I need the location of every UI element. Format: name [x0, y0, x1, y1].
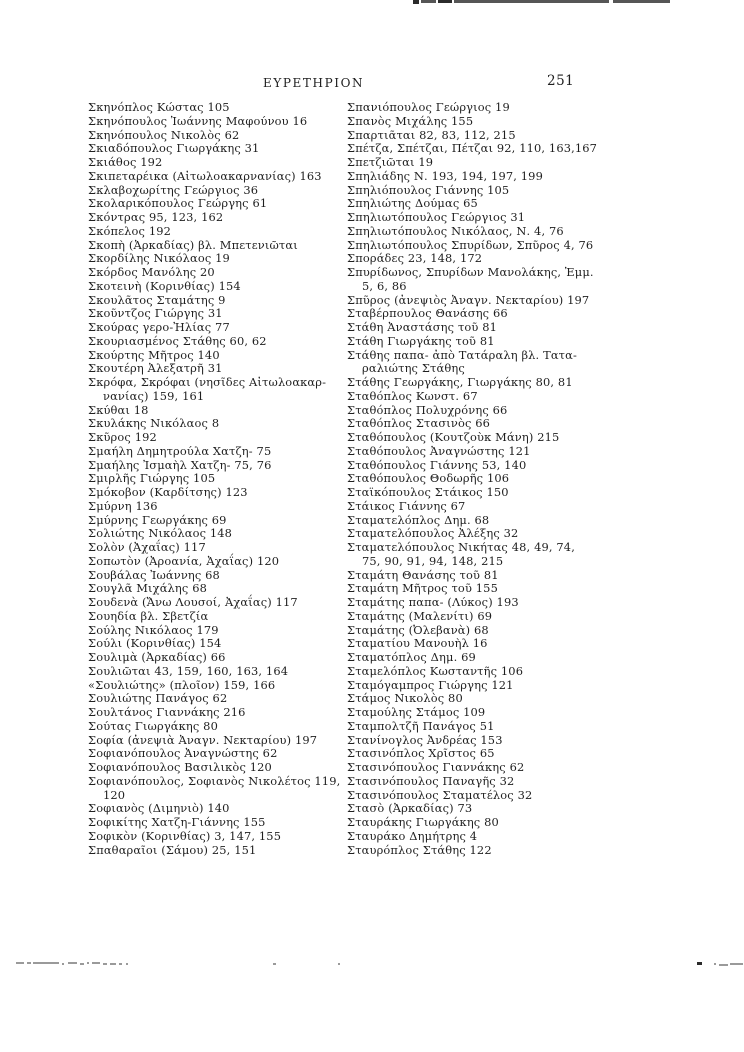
index-entry-line: Σκοπὴ (Ἀρκαδίας) βλ. Μπετενιῶται [88, 237, 298, 252]
index-entry-line: Σπαρτιᾶται 82, 83, 112, 215 [347, 127, 516, 142]
index-entry-line: Σταμάτης παπα- (Λύκος) 193 [347, 595, 519, 609]
index-entry-line: Σοφία (ἀνεψιὰ Ἀναγν. Νεκταρίου) 197 [88, 732, 318, 747]
index-entry-line: Σουηδία βλ. Σβετζία [88, 608, 209, 623]
index-entry-line: Σμαήλη Δημητρούλα Χατζη- 75 [88, 443, 272, 458]
index-entry-line: Σοφιανόπουλος Ἀναγνώστης 62 [88, 746, 278, 761]
index-entry-line: Σουλιώτης Πανάγος 62 [88, 691, 228, 706]
index-entry-line: Σουγλᾶ Μιχάλης 68 [88, 581, 207, 596]
running-head-title: ΕΥΡΕΤΗΡΙΟΝ [263, 76, 365, 90]
index-entry-line: Σκηνόπουλος Ἰωάννης Μαφούνου 16 [88, 113, 308, 128]
index-entry-line: Σπετζιῶται 19 [347, 155, 434, 169]
index-entry-line: Σκούρτης Μῆτρος 140 [88, 347, 220, 362]
index-entry-line: «Σουλιώτης» (πλοῖον) 159, 166 [88, 677, 276, 692]
index-entry-line: Σοφιανόπουλος, Σοφιανὸς Νικολέτος 119, [88, 773, 341, 788]
index-entry-line: Σοφικὸν (Κορινθίας) 3, 147, 155 [88, 828, 282, 843]
index-entry-line: Στάθης παπα- ἀπὸ Τατάραλη βλ. Τατα- [347, 347, 577, 362]
index-entry-line: Σπηλιωτόπουλος Νικόλαος, Ν. 4, 76 [347, 223, 564, 238]
index-entry-line: Σμαήλης Ἰσμαὴλ Χατζη- 75, 76 [88, 457, 272, 472]
index-entry-line: Σταθόπλος Κωνστ. 67 [347, 388, 478, 403]
index-entry-line: Σούλης Νικόλαος 179 [88, 622, 219, 637]
index-entry-line: Σκλαβοχωρίτης Γεώργιος 36 [88, 182, 259, 197]
index-entry-line: Σκῦρος 192 [88, 430, 157, 444]
index-entry-line: 75, 90, 91, 94, 148, 215 [362, 553, 504, 568]
index-entry-line: Στάθη Γιωργάκης τοῦ 81 [347, 333, 495, 348]
index-entry-line: Σκούρας γερο-Ἠλίας 77 [88, 320, 230, 334]
index-entry-line: Σκύθαι 18 [88, 402, 149, 417]
index-entry-line: Σκηνόπουλος Νικολὸς 62 [88, 127, 240, 142]
index-entry-line: Στάθης Γεωργάκης, Γιωργάκης 80, 81 [347, 375, 573, 389]
index-entry-line: Σπανὸς Μιχάλης 155 [347, 113, 474, 128]
index-entry-line: Σμιρλῆς Γιώργης 105 [88, 471, 216, 486]
index-entry-line: Σταυράκο Δημήτρης 4 [347, 828, 478, 843]
index-entry-line: Σουλιῶται 43, 159, 160, 163, 164 [88, 663, 289, 678]
index-entry-line: Σοφιανόπουλος Βασιλικὸς 120 [88, 760, 272, 774]
index-entry-line: Σοφιανὸς (Διμηνιὸ) 140 [88, 801, 230, 816]
index-entry-line: Σμύρνης Γεωργάκης 69 [88, 512, 227, 527]
index-entry-line: Στασινόπουλος Σταματέλος 32 [347, 787, 533, 802]
index-entry-line: Σκόρδος Μανόλης 20 [88, 265, 215, 279]
index-entry-line: Σκυλάκης Νικόλαος 8 [88, 416, 220, 431]
index-entry-line: Σκρόφα, Σκρόφαι (νησῖδες Αἰτωλοακαρ- [88, 375, 327, 389]
index-entry-line: Σπῦρος (ἀνεψιὸς Ἀναγν. Νεκταρίου) 197 [347, 292, 590, 307]
index-entry-line: Σταμούλης Στάμος 109 [347, 705, 486, 719]
index-entry-line: Σοπωτὸν (Ἀροανία, Ἀχαΐας) 120 [88, 553, 280, 568]
index-entry-line: Σκορδίλης Νικόλαος 19 [88, 251, 230, 266]
index-entry-line: Σπηλιώτης Δούμας 65 [347, 196, 478, 211]
page-number: 251 [547, 73, 575, 89]
index-entry-line: νανίας) 159, 161 [103, 388, 205, 403]
index-entry-line: Σταματελόπουλος Νικήτας 48, 49, 74, [347, 540, 575, 554]
index-column-left [88, 101, 360, 857]
index-entry-line: Σταματελόπουλος Ἀλέξης 32 [347, 526, 519, 541]
index-entry-line: Σταμάτης (Ὀλεβανὰ) 68 [347, 622, 489, 637]
index-entry-line: Σποράδες 23, 148, 172 [347, 251, 483, 266]
index-column-right [347, 101, 665, 857]
index-entry-line: Στασὸ (Ἀρκαδίας) 73 [347, 801, 473, 816]
index-entry-line: Σταϊκόπουλος Στάικος 150 [347, 485, 509, 499]
index-entry-line: Σταμόγαμπρος Γιώργης 121 [347, 677, 514, 692]
index-entry-line: Σκοῦντζος Γιώργης 31 [88, 306, 223, 321]
index-entry-line: Σκουτέρη Ἀλεξατρῆ 31 [88, 361, 223, 376]
index-entry-line: Στάθη Ἀναστάσης τοῦ 81 [347, 320, 498, 334]
index-entry-line: Σταθόπλος Στασινὸς 66 [347, 416, 491, 431]
index-entry-line: Σταμελόπλος Κωσταντῆς 106 [347, 663, 524, 678]
index-entry-line: Σκουλᾶτος Σταμάτης 9 [88, 292, 226, 307]
index-entry-line: Σταμπολτζῆ Πανάγος 51 [347, 718, 495, 733]
index-entry-line: Σκιαδόπουλος Γιωργάκης 31 [88, 141, 260, 156]
index-entry-line: Σκηνόπλος Κώστας 105 [88, 100, 230, 114]
index-entry-line: Σταθόπουλος Θοδωρῆς 106 [347, 471, 510, 486]
index-entry-line: Σκοτεινὴ (Κορινθίας) 154 [88, 278, 241, 293]
index-entry-line: Σπηλιωτόπουλος Γεώργιος 31 [347, 210, 526, 224]
index-entry-line: Σμόκοβον (Καρδίτσης) 123 [88, 485, 248, 499]
index-entry-line: 120 [103, 787, 126, 802]
index-entry-line: Σταυράκης Γιωργάκης 80 [347, 815, 499, 829]
index-entry-line: Σμύρνη 136 [88, 498, 158, 513]
index-entry-line: Στασινόπλος Χρῖστος 65 [347, 746, 495, 761]
index-entry-line: Σκόπελος 192 [88, 223, 172, 238]
index-entry-line: Σταμάτης (Μαλενίτι) 69 [347, 608, 493, 623]
index-entry-line: Σταθόπουλος Γιάννης 53, 140 [347, 457, 527, 472]
index-entry-line: ραλιώτης Στάθης [362, 361, 465, 376]
index-entry-line: Σκόντρας 95, 123, 162 [88, 210, 224, 224]
index-entry-line: Σολιώτης Νικόλαος 148 [88, 526, 233, 541]
index-entry-line: Σκολαρικόπουλος Γεώργης 61 [88, 196, 268, 211]
index-entry-line: Σπηλιωτόπουλος Σπυρίδων, Σπῦρος 4, 76 [347, 237, 594, 252]
index-entry-line: Σουβάλας Ἰωάννης 68 [88, 567, 220, 582]
index-entry-line: Στασινόπουλος Παναγῆς 32 [347, 773, 515, 788]
index-entry-line: Σταυρόπλος Στάθης 122 [347, 842, 492, 857]
index-entry-line: Σούλι (Κορινθίας) 154 [88, 636, 222, 651]
index-entry-line: Σοφικίτης Χατζη-Γιάννης 155 [88, 815, 266, 829]
index-entry-line: Σολὸν (Ἀχαΐας) 117 [88, 540, 206, 554]
index-entry-line: Στάικος Γιάννης 67 [347, 498, 466, 513]
index-entry-line: 5, 6, 86 [362, 278, 407, 293]
index-entry-line: Σταματελόπλος Δημ. 68 [347, 512, 490, 527]
index-entry-line: Σπέτζα, Σπέτζαι, Πέτζαι 92, 110, 163,167 [347, 141, 598, 156]
index-entry-line: Σουλιμὰ (Ἀρκαδίας) 66 [88, 650, 226, 664]
index-entry-line: Σκουριασμένος Στάθης 60, 62 [88, 333, 267, 348]
index-entry-line: Σταμάτη Μῆτρος τοῦ 155 [347, 581, 498, 596]
index-entry-line: Σουδενὰ (Ἄνω Λουσοί, Ἀχαΐας) 117 [88, 595, 298, 609]
index-entry-line: Στανίνογλος Ἀνδρέας 153 [347, 732, 503, 747]
index-entry-line: Σταθόπουλος Ἀναγνώστης 121 [347, 443, 531, 458]
index-entry-line: Σταθόπουλος (Κουτζοὺκ Μάνη) 215 [347, 430, 560, 444]
index-entry-line: Σταθόπλος Πολυχρόνης 66 [347, 402, 508, 417]
index-entry-line: Σκιπεταρέικα (Αἰτωλοακαρνανίας) 163 [88, 168, 322, 183]
index-entry-line: Σταβέρπουλος Θανάσης 66 [347, 306, 508, 321]
index-entry-line: Σπαθαραῖοι (Σάμου) 25, 151 [88, 842, 257, 857]
index-entry-line: Σπανιόπουλος Γεώργιος 19 [347, 100, 510, 114]
index-entry-line: Στασινόπουλος Γιαννάκης 62 [347, 760, 525, 774]
index-entry-line: Στάμος Νικολὸς 80 [347, 691, 463, 706]
index-entry-line: Σπυρίδωνος, Σπυρίδων Μανολάκης, Ἐμμ. [347, 265, 594, 279]
index-entry-line: Σταματίου Μανουὴλ 16 [347, 636, 488, 651]
index-entry-line: Σπηλιάδης Ν. 193, 194, 197, 199 [347, 168, 543, 183]
index-entry-line: Σπηλιόπουλος Γιάννης 105 [347, 182, 510, 197]
index-entry-line: Σκιάθος 192 [88, 155, 163, 169]
index-entry-line: Σταμάτη Θανάσης τοῦ 81 [347, 567, 499, 582]
index-entry-line: Σουλτάνος Γιαννάκης 216 [88, 705, 246, 719]
index-entry-line: Σταματόπλος Δημ. 69 [347, 650, 476, 664]
index-entry-line: Σούτας Γιωργάκης 80 [88, 718, 218, 733]
